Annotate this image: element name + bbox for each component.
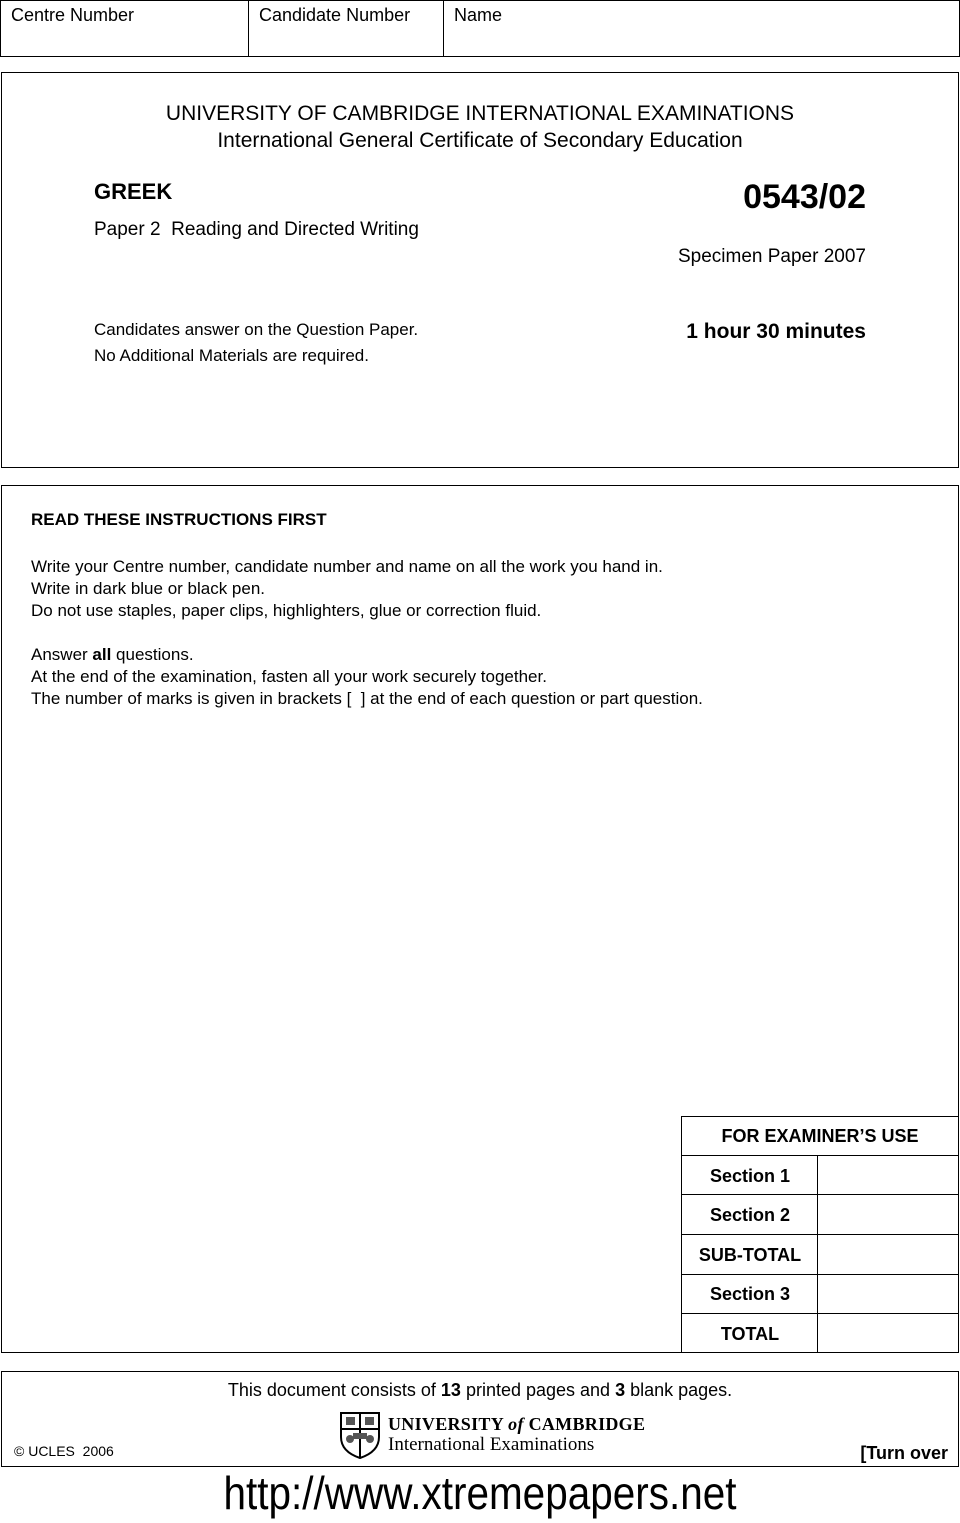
section-2-mark-cell[interactable] [818,1195,958,1234]
instruction-answer-all [31,644,194,666]
logo-line-2: International Examinations [388,1434,595,1455]
subject-title: GREEK [94,179,173,204]
name-label: Name [454,5,503,25]
materials-line-1: Candidates answer on the Question Paper. [94,320,419,339]
duration: 1 hour 30 minutes [686,320,866,343]
materials-line-2: No Additional Materials are required. [94,346,369,365]
section-1-mark-cell[interactable] [818,1155,958,1194]
pages-prefix: This document consists of [227,1380,441,1400]
copyright: © UCLES 2006 [14,1443,114,1459]
section-3-mark-cell[interactable] [818,1275,958,1313]
candidate-number-field[interactable] [248,0,444,57]
paper-code: 0543/02 [743,178,866,216]
instruction-line-5: At the end of the examination, fasten all your work securely together. [31,667,547,686]
examiner-table [681,1116,959,1353]
shield-crest-icon [339,1411,381,1459]
paper-title: Paper 2 Reading and Directed Writing [94,219,419,240]
page-count-line [0,1380,960,1401]
printed-count: 13 [440,1380,461,1400]
answer-bold: all [92,645,112,664]
examiner-row-label: Section 1 [709,1166,791,1186]
logo-of: of [508,1414,524,1434]
watermark-url[interactable]: http://www.xtremepapers.net [223,1467,737,1519]
cambridge-logo [339,1411,381,1459]
pages-suffix: blank pages. [625,1380,733,1400]
instruction-line-2: Write in dark blue or black pen. [31,579,266,598]
instructions-heading: READ THESE INSTRUCTIONS FIRST [31,510,327,529]
centre-number-field[interactable] [0,0,249,57]
instruction-line-6: The number of marks is given in brackets [ ] at the end of each question or part question. [31,689,703,708]
board-title: UNIVERSITY OF CAMBRIDGE INTERNATIONAL EXAMINATIONS [165,102,795,125]
instruction-line-3: Do not use staples, paper clips, highlighters, glue or correction fluid. [31,601,542,620]
logo-cambridge: CAMBRIDGE [523,1414,646,1434]
turn-over: [Turn over [860,1443,948,1463]
instruction-line-1: Write your Centre number, candidate number and name on all the work you hand in. [31,557,663,576]
candidate-number-label: Candidate Number [259,5,411,25]
centre-number-label: Centre Number [11,5,135,25]
answer-suffix: questions. [111,645,194,664]
examiner-row-label: SUB-TOTAL [698,1245,802,1265]
answer-prefix: Answer [31,645,93,664]
blank-count: 3 [615,1380,626,1400]
sub-total-mark-cell[interactable] [818,1235,958,1274]
qualification-title: International General Certificate of Secondary Education [217,129,743,152]
logo-university: UNIVERSITY [388,1414,509,1434]
examiner-row-label: Section 3 [709,1284,791,1304]
pages-middle: printed pages and [460,1380,616,1400]
name-field[interactable] [443,0,960,57]
total-mark-cell[interactable] [818,1314,958,1353]
examiner-table-title: FOR EXAMINER’S USE [721,1126,919,1146]
logo-line-1 [388,1414,645,1435]
specimen-label: Specimen Paper 2007 [677,246,866,267]
examiner-row-label: TOTAL [720,1324,780,1344]
examiner-row-label: Section 2 [709,1205,791,1225]
